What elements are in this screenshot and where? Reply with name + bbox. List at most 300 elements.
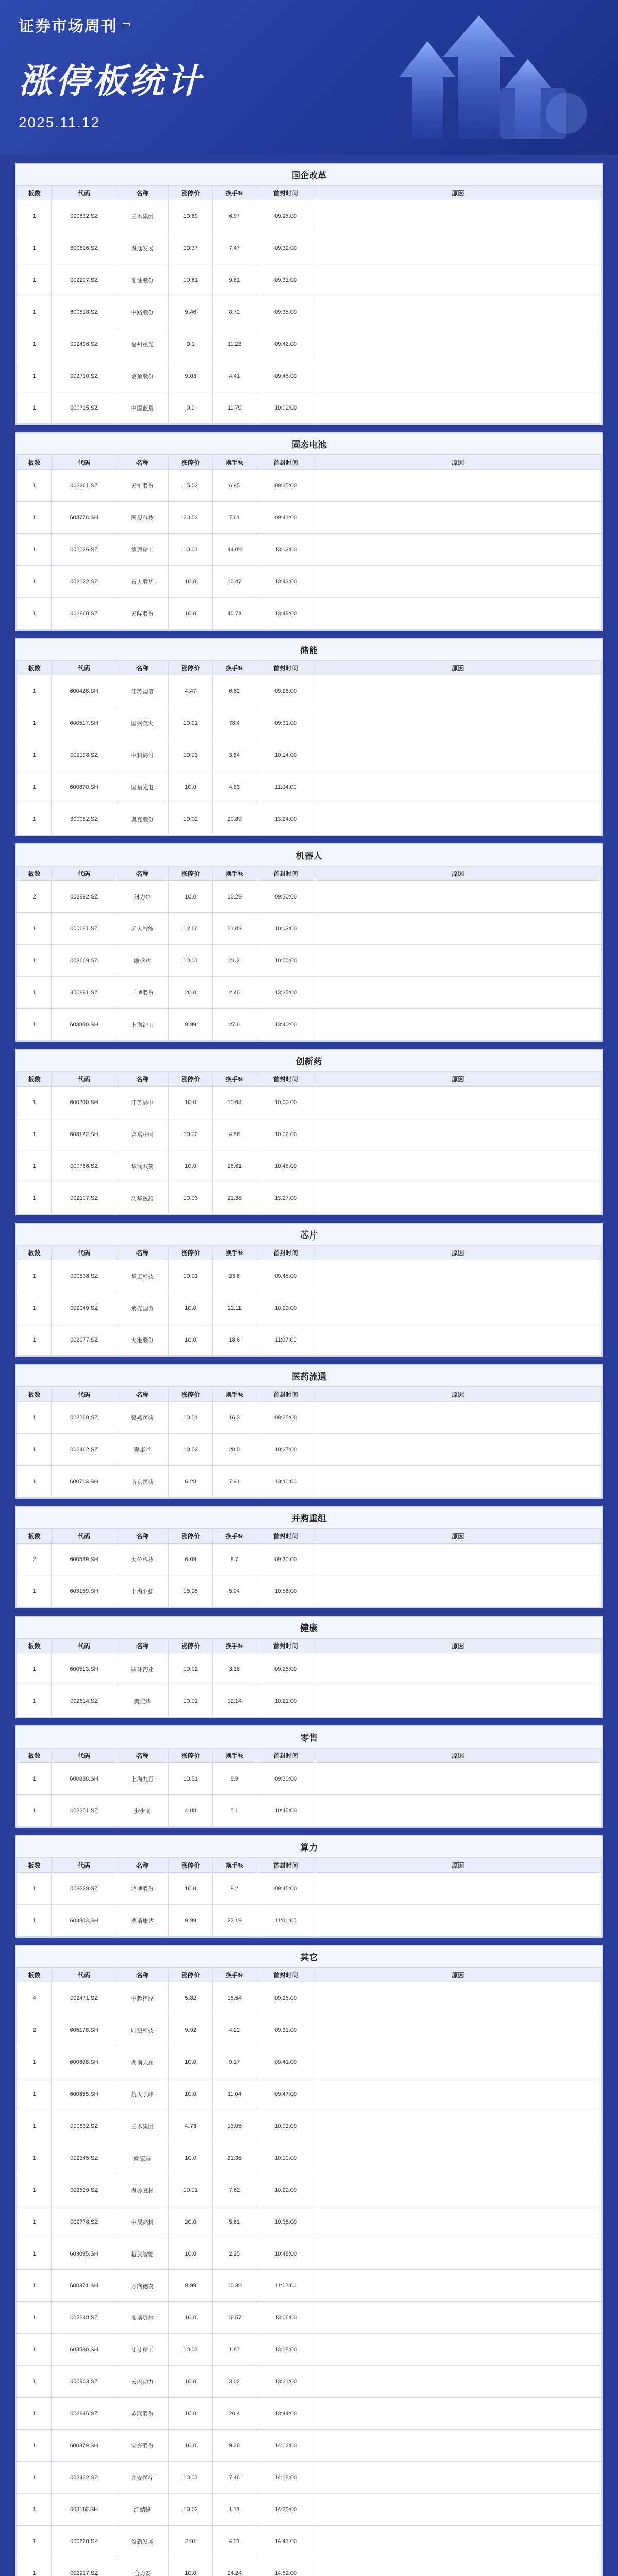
table-row xyxy=(17,2110,602,2142)
cell-reason xyxy=(315,264,601,296)
cell-code: 002614.SZ xyxy=(52,1685,116,1717)
cell-reason xyxy=(315,392,601,424)
column-header: 原因 xyxy=(315,1387,601,1402)
table-header-row xyxy=(17,1529,602,1544)
cell-time: 10:22:00 xyxy=(256,2174,315,2206)
table-row xyxy=(17,1795,602,1827)
table-row xyxy=(17,1685,602,1717)
cell-turn: 9.61 xyxy=(213,264,256,296)
cell-name: 天际股份 xyxy=(116,598,168,630)
column-header: 首封时间 xyxy=(256,1387,315,1402)
cell-price: 10.0 xyxy=(169,566,213,598)
cell-reason xyxy=(315,803,601,835)
section-title: 创新药 xyxy=(16,1050,602,1072)
cell-code: 603095.SH xyxy=(52,2238,116,2270)
cell-name: 奥克股份 xyxy=(116,803,168,835)
cell-time: 10:03:00 xyxy=(256,2110,315,2142)
cell-reason xyxy=(315,2014,601,2046)
column-header: 换手% xyxy=(213,1072,256,1087)
cell-price: 10.01 xyxy=(169,1685,213,1717)
cell-time: 13:18:00 xyxy=(256,2334,315,2366)
cell-time: 13:25:00 xyxy=(256,977,315,1009)
cell-code: 300891.SZ xyxy=(52,977,116,1009)
cell-n: 1 xyxy=(17,1873,52,1905)
table-header-row xyxy=(17,186,602,200)
column-header: 换手% xyxy=(213,867,256,881)
column-header: 名称 xyxy=(116,661,168,675)
column-header: 原因 xyxy=(315,186,601,200)
cell-n: 1 xyxy=(17,232,52,264)
cell-turn: 1.71 xyxy=(213,2494,256,2526)
cell-name: 华润双鹤 xyxy=(116,1150,168,1182)
table-row xyxy=(17,2206,602,2238)
cell-n: 1 xyxy=(17,534,52,566)
cell-name: 合富中国 xyxy=(116,1118,168,1150)
section-block xyxy=(15,1945,603,2576)
cell-reason xyxy=(315,2398,601,2430)
column-header: 首封时间 xyxy=(256,661,315,675)
cell-time: 11:07:00 xyxy=(256,1324,315,1356)
cell-code: 002860.SZ xyxy=(52,598,116,630)
cell-name: 科力尔 xyxy=(116,881,168,913)
cell-time: 09:45:00 xyxy=(256,1260,315,1292)
limit-up-table xyxy=(16,1529,602,1607)
cell-turn: 2.25 xyxy=(213,2238,256,2270)
cell-reason xyxy=(315,1795,601,1827)
cell-code: 000681.SZ xyxy=(52,913,116,945)
cell-reason xyxy=(315,296,601,328)
cell-price: 20.0 xyxy=(169,977,213,1009)
column-header: 原因 xyxy=(315,1749,601,1763)
cell-code: 000538.SZ xyxy=(52,1260,116,1292)
column-header: 名称 xyxy=(116,1072,168,1087)
cell-turn: 16.3 xyxy=(213,1402,256,1434)
cell-n: 1 xyxy=(17,1466,52,1498)
section-title: 芯片 xyxy=(16,1224,602,1245)
column-header: 原因 xyxy=(315,661,601,675)
cell-name: 航天长峰 xyxy=(116,2078,168,2110)
cell-name: 越剑智能 xyxy=(116,2238,168,2270)
section-title: 零售 xyxy=(16,1726,602,1748)
cell-turn: 7.61 xyxy=(213,502,256,534)
section-block xyxy=(15,1049,603,1215)
column-header: 代码 xyxy=(52,1529,116,1544)
column-header: 换手% xyxy=(213,1749,256,1763)
cell-reason xyxy=(315,1087,601,1118)
cell-price: 12.66 xyxy=(169,913,213,945)
table-row xyxy=(17,2142,602,2174)
column-header: 名称 xyxy=(116,1529,168,1544)
cell-code: 002710.SZ xyxy=(52,360,116,392)
cell-price: 4.73 xyxy=(169,2110,213,2142)
cell-code: 600513.SH xyxy=(52,1653,116,1685)
table-row xyxy=(17,1182,602,1214)
cell-n: 4 xyxy=(17,1982,52,2014)
cell-turn: 10.47 xyxy=(213,566,256,598)
cell-reason xyxy=(315,1118,601,1150)
cell-name: 中路股份 xyxy=(116,296,168,328)
cell-price: 10.01 xyxy=(169,945,213,977)
cell-code: 000903.SZ xyxy=(52,2366,116,2398)
cell-code: 600379.SH xyxy=(52,2430,116,2462)
limit-up-table xyxy=(16,1072,602,1214)
cell-reason xyxy=(315,470,601,502)
table-header-row xyxy=(17,1968,602,1982)
section-block xyxy=(15,432,603,631)
cell-n: 1 xyxy=(17,771,52,803)
cell-turn: 8.7 xyxy=(213,1544,256,1575)
cell-turn: 7.46 xyxy=(213,2462,256,2494)
cell-time: 13:31:00 xyxy=(256,2366,315,2398)
cell-reason xyxy=(315,2430,601,2462)
table-row xyxy=(17,2462,602,2494)
column-header: 首封时间 xyxy=(256,1072,315,1087)
table-row xyxy=(17,2174,602,2206)
cell-time: 10:48:00 xyxy=(256,2238,315,2270)
cell-time: 13:11:00 xyxy=(256,1466,315,1498)
cell-price: 10.01 xyxy=(169,1402,213,1434)
cell-n: 1 xyxy=(17,739,52,771)
cell-n: 1 xyxy=(17,707,52,739)
column-header: 代码 xyxy=(52,1072,116,1087)
cell-reason xyxy=(315,1182,601,1214)
cell-name: 高斯贝尔 xyxy=(116,2302,168,2334)
cell-time: 13:49:00 xyxy=(256,598,315,630)
cell-time: 09:35:00 xyxy=(256,296,315,328)
cell-name: 德恩精工 xyxy=(116,534,168,566)
cell-time: 10:50:00 xyxy=(256,945,315,977)
cell-n: 1 xyxy=(17,1292,52,1324)
table-header-row xyxy=(17,1387,602,1402)
cell-price: 10.02 xyxy=(169,1434,213,1466)
column-header: 名称 xyxy=(116,1639,168,1653)
cell-n: 1 xyxy=(17,2238,52,2270)
cell-code: 600855.SH xyxy=(52,2078,116,2110)
cell-turn: 4.63 xyxy=(213,771,256,803)
table-header-row xyxy=(17,1246,602,1260)
cell-name: 中科海讯 xyxy=(116,739,168,771)
cell-reason xyxy=(315,360,601,392)
cell-time: 09:25:00 xyxy=(256,1653,315,1685)
cell-reason xyxy=(315,2110,601,2142)
column-header: 涨停价 xyxy=(169,1072,213,1087)
table-row xyxy=(17,2334,602,2366)
cell-name: 宝光股份 xyxy=(116,2430,168,2462)
cell-reason xyxy=(315,1763,601,1795)
cell-name: 江苏吴中 xyxy=(116,1087,168,1118)
table-row xyxy=(17,2494,602,2526)
cell-time: 09:42:00 xyxy=(256,328,315,360)
column-header: 板数 xyxy=(17,661,52,675)
column-header: 代码 xyxy=(52,1968,116,1982)
cell-name: 中晟高科 xyxy=(116,2206,168,2238)
cell-code: 002462.SZ xyxy=(52,1434,116,1466)
cell-name: 鹭燕医药 xyxy=(116,1402,168,1434)
cell-name: 上海亚虹 xyxy=(116,1575,168,1607)
cell-name: 九安医疗 xyxy=(116,2462,168,2494)
column-header: 名称 xyxy=(116,1387,168,1402)
cell-time: 10:35:00 xyxy=(256,2206,315,2238)
column-header: 换手% xyxy=(213,1639,256,1653)
cell-n: 1 xyxy=(17,2366,52,2398)
cell-reason xyxy=(315,200,601,232)
column-header: 名称 xyxy=(116,1968,168,1982)
cell-price: 9.99 xyxy=(169,1905,213,1937)
cell-turn: 21.38 xyxy=(213,1182,256,1214)
cell-time: 09:32:00 xyxy=(256,232,315,264)
cell-code: 002107.SZ xyxy=(52,1182,116,1214)
table-row xyxy=(17,739,602,771)
table-row xyxy=(17,913,602,945)
cell-time: 10:10:00 xyxy=(256,2142,315,2174)
cell-turn: 21.02 xyxy=(213,913,256,945)
section-title: 国企改革 xyxy=(16,164,602,185)
cell-turn: 9.2 xyxy=(213,1873,256,1905)
cell-time: 10:02:00 xyxy=(256,392,315,424)
cell-code: 002345.SZ xyxy=(52,2142,116,2174)
cell-name: 英联股份 xyxy=(116,2398,168,2430)
cell-reason xyxy=(315,598,601,630)
cell-price: 5.82 xyxy=(169,1982,213,2014)
cell-time: 09:30:00 xyxy=(256,1544,315,1575)
cell-name: 三木集团 xyxy=(116,2110,168,2142)
cell-code: 000632.SZ xyxy=(52,200,116,232)
cell-price: 10.01 xyxy=(169,2174,213,2206)
cell-n: 1 xyxy=(17,803,52,835)
column-header: 首封时间 xyxy=(256,1749,315,1763)
cell-n: 1 xyxy=(17,296,52,328)
cell-reason xyxy=(315,881,601,913)
section-block xyxy=(15,1616,603,1718)
cell-time: 10:48:00 xyxy=(256,1150,315,1182)
table-row xyxy=(17,200,602,232)
cell-price: 9.1 xyxy=(169,328,213,360)
cell-reason xyxy=(315,1653,601,1685)
column-header: 换手% xyxy=(213,455,256,470)
column-header: 涨停价 xyxy=(169,1246,213,1260)
column-header: 首封时间 xyxy=(256,1968,315,1982)
cell-turn: 20.89 xyxy=(213,803,256,835)
limit-up-table xyxy=(16,1968,602,2576)
cell-reason xyxy=(315,1982,601,2014)
cell-price: 10.69 xyxy=(169,200,213,232)
column-header: 名称 xyxy=(116,867,168,881)
cell-price: 10.0 xyxy=(169,598,213,630)
cell-time: 09:45:00 xyxy=(256,360,315,392)
cell-n: 1 xyxy=(17,2334,52,2366)
cell-turn: 18.6 xyxy=(213,1324,256,1356)
column-header: 板数 xyxy=(17,186,52,200)
cell-n: 1 xyxy=(17,328,52,360)
cell-name: 国星光电 xyxy=(116,771,168,803)
section-title: 医药流通 xyxy=(16,1365,602,1387)
cell-price: 10.0 xyxy=(169,1292,213,1324)
section-block xyxy=(15,843,603,1042)
cell-turn: 3.18 xyxy=(213,1653,256,1685)
cell-time: 10:00:00 xyxy=(256,1087,315,1118)
table-row xyxy=(17,2078,602,2110)
cell-time: 14:18:00 xyxy=(256,2462,315,2494)
cell-price: 10.02 xyxy=(169,1118,213,1150)
cell-code: 002848.SZ xyxy=(52,2302,116,2334)
cell-price: 10.0 xyxy=(169,2557,213,2576)
cell-price: 10.02 xyxy=(169,1653,213,1685)
column-header: 板数 xyxy=(17,1387,52,1402)
column-header: 原因 xyxy=(315,1529,601,1544)
section-block xyxy=(15,1835,603,1938)
cell-code: 600371.SH xyxy=(52,2270,116,2302)
cell-turn: 28.61 xyxy=(213,1150,256,1182)
cell-name: 康盛达 xyxy=(116,945,168,977)
cell-time: 11:12:00 xyxy=(256,2270,315,2302)
cell-code: 603803.SH xyxy=(52,1905,116,1937)
cell-turn: 27.8 xyxy=(213,1009,256,1041)
cell-time: 13:40:00 xyxy=(256,1009,315,1041)
rising-arrows-decoration xyxy=(371,10,597,144)
cell-n: 1 xyxy=(17,1795,52,1827)
cell-code: 002077.SZ xyxy=(52,1324,116,1356)
table-row xyxy=(17,470,602,502)
table-row xyxy=(17,2270,602,2302)
cell-price: 2.91 xyxy=(169,2526,213,2557)
cell-time: 10:56:00 xyxy=(256,1575,315,1607)
cell-n: 1 xyxy=(17,1905,52,1937)
cell-name: 瑞斯康达 xyxy=(116,1905,168,1937)
column-header: 换手% xyxy=(213,1858,256,1873)
cell-time: 11:04:00 xyxy=(256,771,315,803)
column-header: 原因 xyxy=(315,1639,601,1653)
cell-reason xyxy=(315,1292,601,1324)
cell-time: 09:41:00 xyxy=(256,2046,315,2078)
cell-code: 002669.SZ xyxy=(52,945,116,977)
cell-name: 国网英大 xyxy=(116,707,168,739)
cell-n: 1 xyxy=(17,1087,52,1118)
cell-turn: 5.04 xyxy=(213,1575,256,1607)
cell-n: 1 xyxy=(17,945,52,977)
section-title: 算力 xyxy=(16,1836,602,1858)
cell-price: 10.0 xyxy=(169,2430,213,2462)
cell-turn: 7.62 xyxy=(213,2174,256,2206)
cell-price: 10.01 xyxy=(169,1260,213,1292)
column-header: 板数 xyxy=(17,1749,52,1763)
cell-reason xyxy=(315,1466,601,1498)
table-header-row xyxy=(17,661,602,675)
page-title: 涨停板统计 xyxy=(19,62,204,100)
cell-code: 000715.SZ xyxy=(52,392,116,424)
column-header: 板数 xyxy=(17,1858,52,1873)
cell-reason xyxy=(315,2174,601,2206)
table-row xyxy=(17,1150,602,1182)
cell-reason xyxy=(315,2462,601,2494)
cell-n: 1 xyxy=(17,392,52,424)
table-row xyxy=(17,1009,602,1041)
column-header: 换手% xyxy=(213,1387,256,1402)
cell-reason xyxy=(315,2078,601,2110)
cell-code: 002207.SZ xyxy=(52,264,116,296)
cell-n: 1 xyxy=(17,2046,52,2078)
cell-reason xyxy=(315,1324,601,1356)
cell-price: 6.28 xyxy=(169,1466,213,1498)
cell-n: 1 xyxy=(17,2494,52,2526)
cell-price: 10.01 xyxy=(169,707,213,739)
cell-name: 大位科技 xyxy=(116,1544,168,1575)
cell-reason xyxy=(315,502,601,534)
cell-price: 10.0 xyxy=(169,2142,213,2174)
cell-price: 10.0 xyxy=(169,2398,213,2430)
column-header: 代码 xyxy=(52,661,116,675)
cell-n: 1 xyxy=(17,1763,52,1795)
cell-code: 002217.SZ xyxy=(52,2557,116,2576)
cell-price: 10.37 xyxy=(169,232,213,264)
column-header: 代码 xyxy=(52,455,116,470)
cell-code: 002122.SZ xyxy=(52,566,116,598)
cell-price: 10.0 xyxy=(169,2046,213,2078)
cell-time: 09:30:00 xyxy=(256,1763,315,1795)
column-header: 换手% xyxy=(213,186,256,200)
cell-code: 603116.SH xyxy=(52,2494,116,2526)
table-row xyxy=(17,566,602,598)
cell-turn: 21.2 xyxy=(213,945,256,977)
section-block xyxy=(15,638,603,836)
header-banner xyxy=(0,0,618,155)
limit-up-table xyxy=(16,1638,602,1717)
cell-turn: 7.91 xyxy=(213,1466,256,1498)
column-header: 原因 xyxy=(315,1858,601,1873)
cell-name: 天汇股份 xyxy=(116,470,168,502)
cell-code: 600589.SH xyxy=(52,1544,116,1575)
cell-n: 1 xyxy=(17,913,52,945)
column-header: 换手% xyxy=(213,1529,256,1544)
cell-name: 南京医药 xyxy=(116,1466,168,1498)
cell-price: 9.99 xyxy=(169,1009,213,1041)
column-header: 涨停价 xyxy=(169,455,213,470)
cell-reason xyxy=(315,945,601,977)
cell-n: 1 xyxy=(17,2110,52,2142)
column-header: 原因 xyxy=(315,1072,601,1087)
cell-n: 1 xyxy=(17,1685,52,1717)
table-header-row xyxy=(17,1639,602,1653)
cell-n: 1 xyxy=(17,200,52,232)
table-row xyxy=(17,360,602,392)
cell-time: 10:21:00 xyxy=(256,1685,315,1717)
cell-turn: 3.02 xyxy=(213,2366,256,2398)
table-row xyxy=(17,1544,602,1575)
column-header: 板数 xyxy=(17,1968,52,1982)
table-row xyxy=(17,771,602,803)
column-header: 名称 xyxy=(116,186,168,200)
cell-reason xyxy=(315,2366,601,2398)
limit-up-table xyxy=(16,1245,602,1356)
cell-name: 湖南天雁 xyxy=(116,2046,168,2078)
table-row xyxy=(17,1575,602,1607)
cell-code: 002496.SZ xyxy=(52,328,116,360)
cell-reason xyxy=(315,739,601,771)
cell-price: 10.0 xyxy=(169,1873,213,1905)
column-header: 涨停价 xyxy=(169,1529,213,1544)
cell-reason xyxy=(315,2494,601,2526)
cell-price: 6.09 xyxy=(169,1544,213,1575)
cell-name: 万向德农 xyxy=(116,2270,168,2302)
limit-up-table xyxy=(16,866,602,1041)
cell-n: 1 xyxy=(17,2206,52,2238)
limit-up-table xyxy=(16,455,602,630)
table-row xyxy=(17,803,602,835)
cell-reason xyxy=(315,2302,601,2334)
cell-code: 605178.SH xyxy=(52,2014,116,2046)
table-row xyxy=(17,2046,602,2078)
table-header-row xyxy=(17,1749,602,1763)
cell-n: 1 xyxy=(17,1182,52,1214)
